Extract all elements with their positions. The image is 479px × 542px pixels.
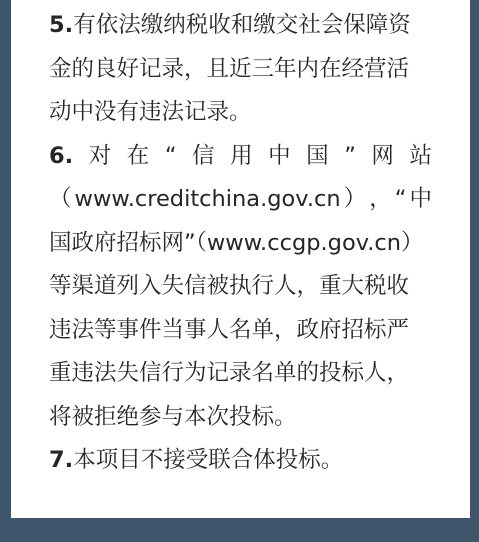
text-char: ” bbox=[344, 142, 356, 169]
item-number: 7. bbox=[49, 447, 74, 473]
text-char: 中 bbox=[268, 142, 291, 169]
text-char: 在 bbox=[126, 142, 150, 169]
text-part: ， bbox=[369, 186, 392, 212]
item-6-line-6: 重违法失信行为记录名单的投标人， bbox=[49, 360, 410, 386]
text-char: 国 bbox=[306, 142, 329, 169]
item-6-line-2 bbox=[49, 178, 432, 222]
item-6-line-5: 违法等事件当事人名单，政府招标严 bbox=[49, 316, 410, 343]
text-part: （ bbox=[49, 186, 72, 212]
text-char: 站 bbox=[409, 142, 432, 169]
item-6-line-4: 等渠道列入失信被执行人，重大税收 bbox=[49, 273, 410, 299]
item-number: 5. bbox=[49, 12, 74, 38]
item-6-line-3: 国政府招标网”（www.ccgp.gov.cn） bbox=[49, 229, 424, 256]
text-part: 中 bbox=[409, 186, 432, 212]
text-char: 网 bbox=[371, 142, 394, 169]
item-7-line-1 bbox=[49, 439, 432, 483]
text-char: 用 bbox=[230, 142, 253, 169]
item-5-line-3: 动中没有违法记录。 bbox=[49, 99, 252, 125]
item-text: 有依法缴纳税收和缴交社会保障资 bbox=[73, 12, 411, 38]
text-part: ） bbox=[343, 186, 367, 212]
document-card bbox=[11, 0, 470, 518]
text-char: “ bbox=[164, 142, 177, 169]
requirements-text bbox=[49, 0, 432, 483]
item-6-line-7: 将被拒绝参与本次投标。 bbox=[49, 403, 297, 430]
item-number: 6. bbox=[49, 142, 74, 169]
website-url: www.creditchina.gov.cn bbox=[74, 186, 341, 212]
item-text: 本项目不接受联合体投标。 bbox=[73, 447, 344, 473]
item-5-line-1 bbox=[49, 4, 432, 48]
text-char: 对 bbox=[88, 142, 112, 169]
item-5-line-2: 金的良好记录，且近三年内在经营活 bbox=[49, 55, 410, 82]
text-char: 信 bbox=[192, 142, 215, 169]
item-6-line-1 bbox=[49, 135, 432, 179]
text-part: “ bbox=[394, 186, 407, 212]
